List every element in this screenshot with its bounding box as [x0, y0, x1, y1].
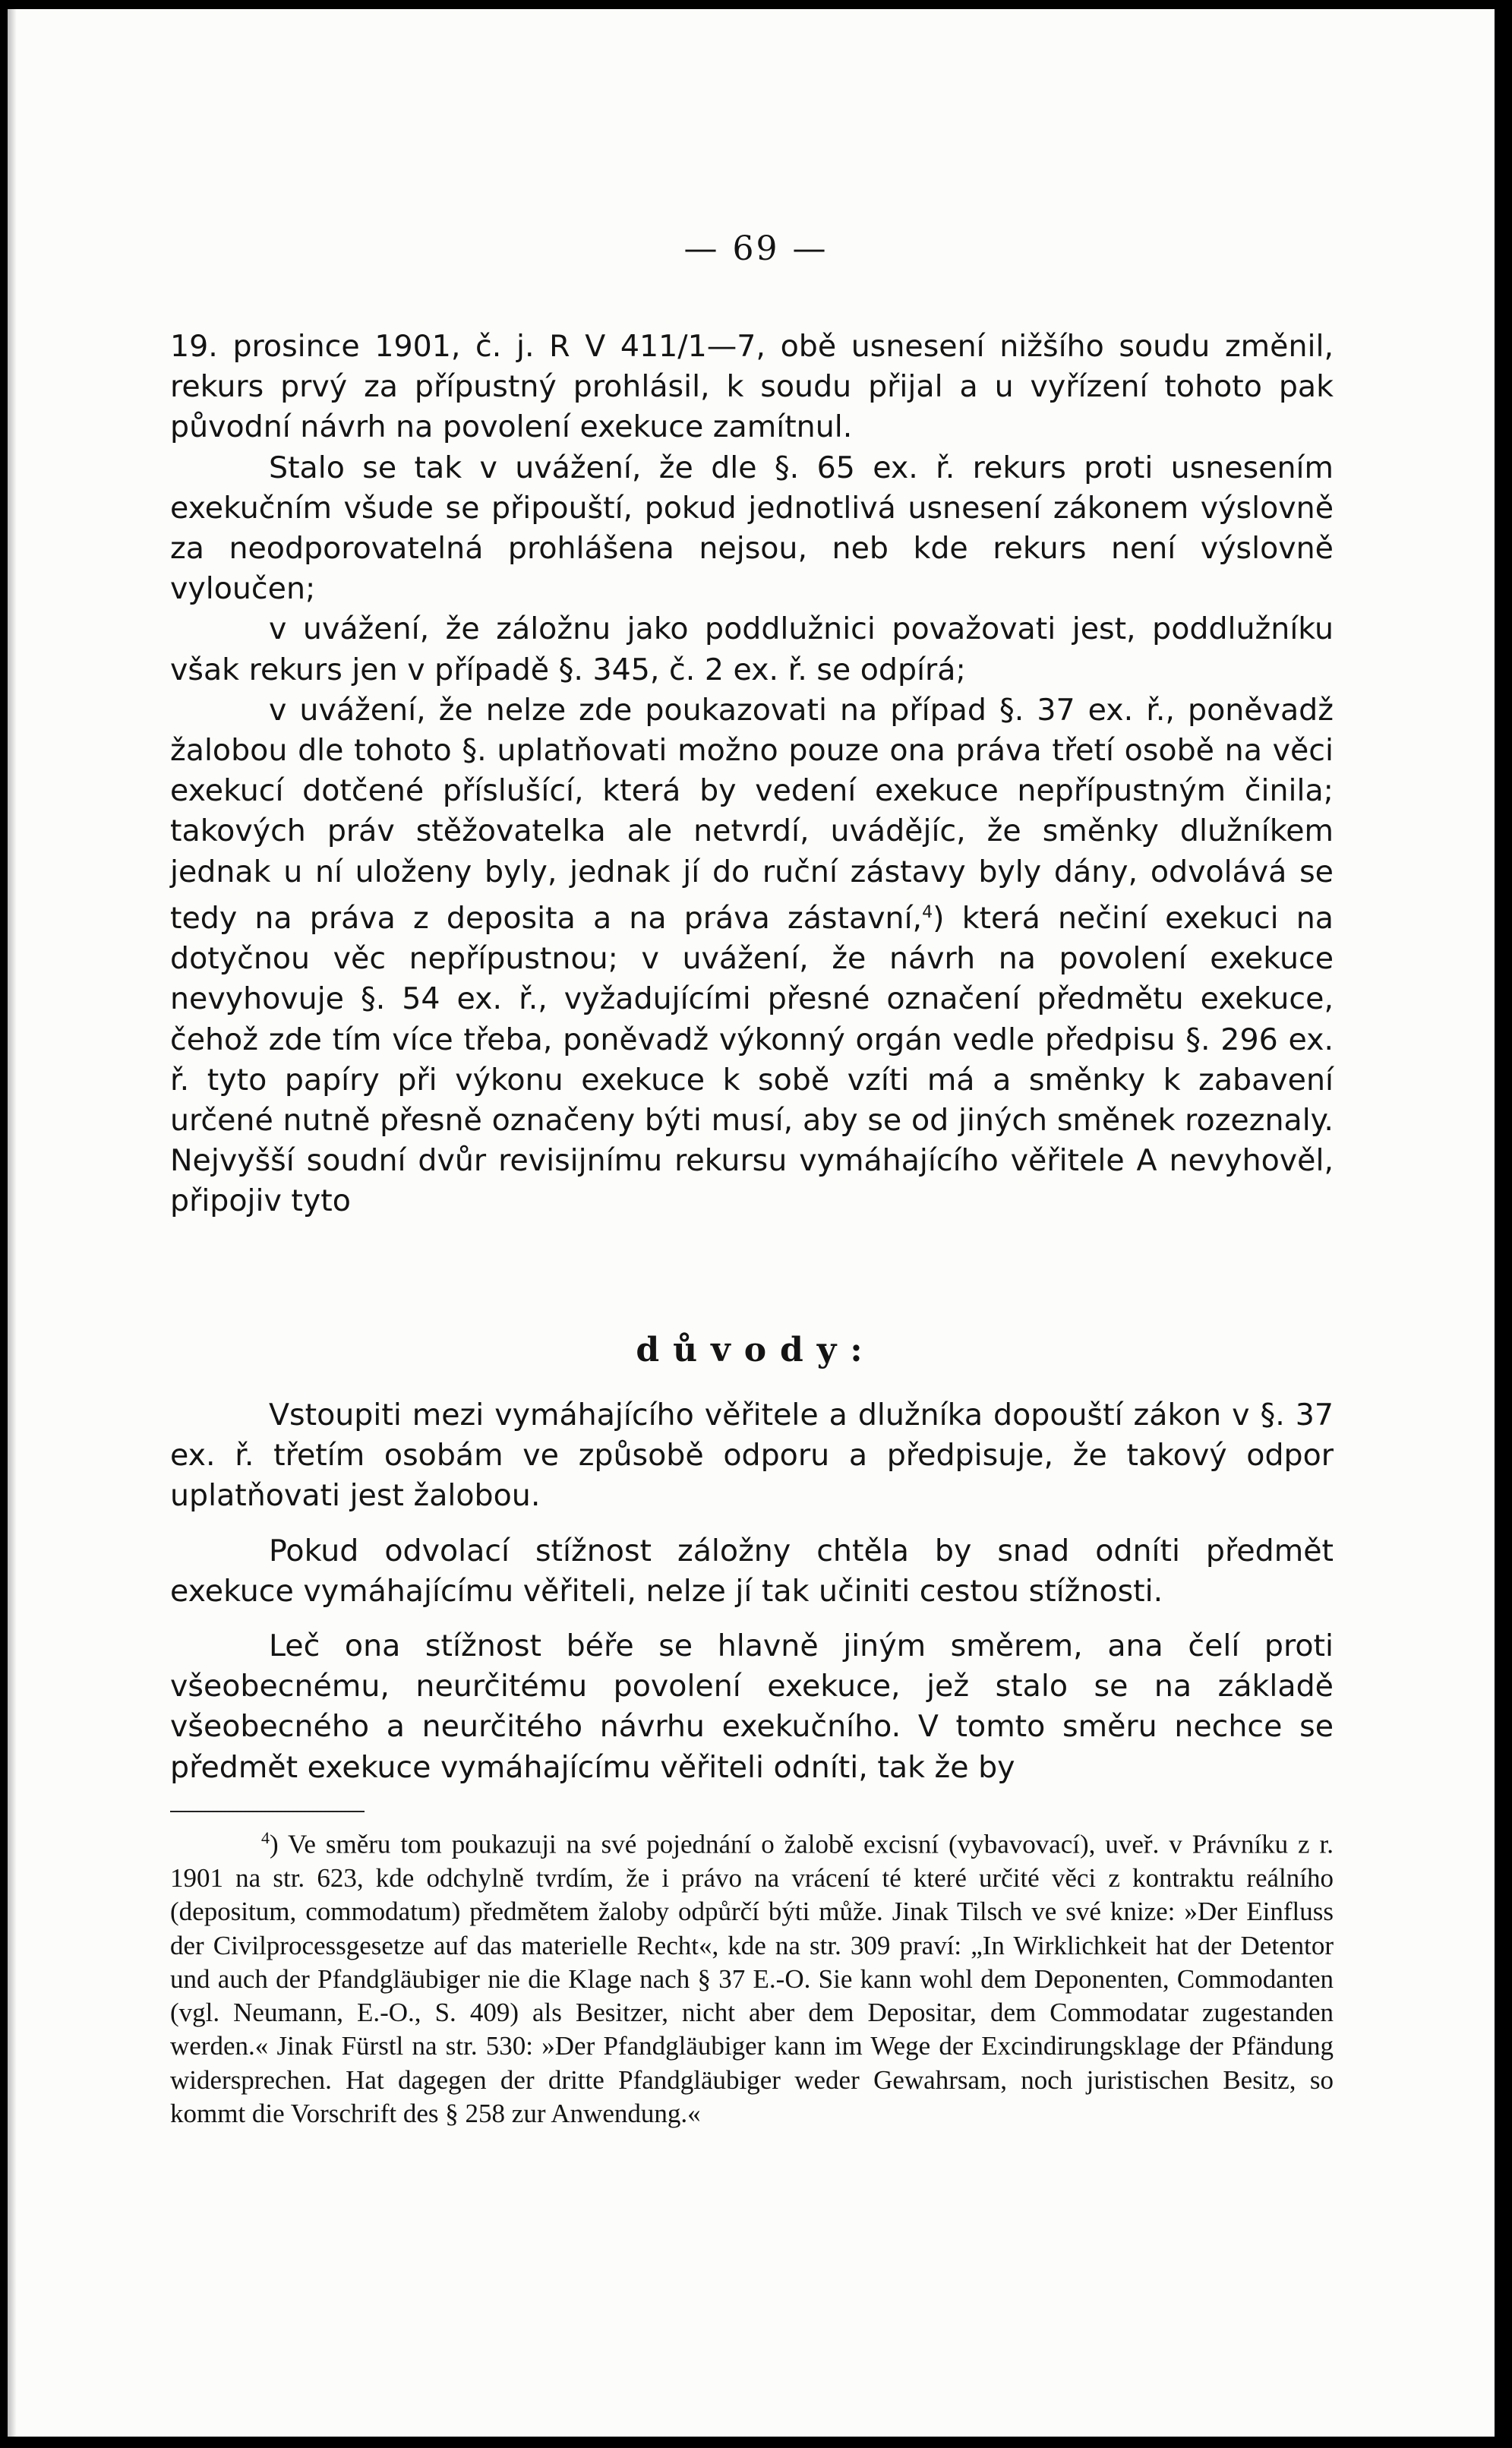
footnote — [170, 1821, 1334, 2131]
paragraph-reason-37-continued: která nečiní exekuci na dotyčnou věc nepřípustnou; v uvážení, že návrh na povolení exekuce nevyhovuje §. 54 ex. ř., vyžadujícími přesné označení předmětu exekuce, čehož zde tím více třeba, poněvadž výkonný orgán vedle předpisu §. 296 ex. ř. tyto papíry při výkonu exekuce k sobě vzíti má a směnky k zabavení určené nutně přesně označeny býti musí, aby se od jiných směnek rozeznaly. Nejvyšší soudní dvůr revisijnímu rekursu vymáhajícího věřitele A nevyhověl, připojiv tyto — [170, 901, 1334, 1219]
paragraph-smer: Leč ona stížnost béře se hlavně jiným směrem, ana čelí proti všeobecnému, neurčitému povolení exekuce, jež stalo se na základě všeobecného a neurčitého návrhu exekučního. V tomto směru nechce se předmět exekuce vymáhajícímu věřiteli odníti, tak že by — [170, 1628, 1334, 1785]
paragraph-decision-summary: 19. prosince 1901, č. j. R V 411/1—7, obě usnesení nižšího soudu změnil, rekurs prvý za přípustný prohlásil, k soudu přijal a u vyřízení tohoto pak původní návrh na povolení exekuce zamítnul. — [170, 329, 1334, 445]
paragraph-reason-37-text: v uvážení, že nelze zde poukazovati na případ §. 37 ex. ř., poněvadž žalobou dle tohoto §. uplatňovati možno pouze ona práva třetí osobě na věci exekucí dotčené příslušící, která by vedení exekuce nepřípustným činila; takových práv stěžovatelka ale netvrdí, uvádějíc, že směnky dlužníkem jednak u ní uloženy byly, jednak jí do ruční zástavy byly dány, odvolává se tedy na práva z deposita a na práva zástavní, — [170, 692, 1334, 936]
paragraph-stiznost: Pokud odvolací stížnost záložny chtěla by snad odníti předmět exekuce vymáhajícímu věřiteli, nelze jí tak učiniti cestou stížnosti. — [170, 1533, 1334, 1609]
footnote-reference: 4 — [922, 902, 933, 922]
paragraph-reason-37: v uvážení, že nelze zde poukazovati na případ §. 37 ex. ř., poněvadž žalobou dle tohoto §. uplatňovati možno pouze ona práva třetí osobě na věci exekucí dotčené příslušící, která by vedení exekuce nepřípustným činila; takových práv stěžovatelka ale netvrdí, uvádějíc, že směnky dlužníkem jednak u ní uloženy byly, jednak jí do ruční zástavy byly dány, odvolává se tedy na práva z deposita a na práva zástavní,$^4$) která nečiní exekuci na dotyčnou věc nepřípustnou; v uvážení, že návrh na povolení exekuce nevyhovuje §. 54 ex. ř., vyžadujícími přesné označení předmětu exekuce, čehož zde tím více třeba, poněvadž výkonný orgán vedle předpisu §. 296 ex. ř. tyto papíry při výkonu exekuce k sobě vzíti má a směnky k zabavení určené nutně přesně označeny býti musí, aby se od jiných směnek rozeznaly. Nejvyšší soudní dvůr revisijnímu rekursu vymáhajícího věřitele A nevyhověl, připojiv tyto — [170, 692, 1334, 1219]
paragraph-reason-rekurs: Stalo se tak v uvážení, že dle §. 65 ex. ř. rekurs proti usnesením exekučním všude se připouští, pokud jednotlivá usnesení zákonem výslovně za neodporovatelná prohlášena nejsou, neb kde rekurs není výslovně vyloučen; — [170, 450, 1334, 607]
reasons-text — [170, 1395, 1334, 1802]
paragraph-odpor: Vstoupiti mezi vymáhajícího věřitele a dlužníka dopouští zákon v §. 37 ex. ř. třetím osobám ve způsobě odporu a předpisuje, že takový odpor uplatňovati jest žalobou. — [170, 1398, 1334, 1514]
page-binding-shadow — [8, 9, 17, 2437]
footnote-separator — [170, 1811, 365, 1812]
paragraph-reason-poddluznice: v uvážení, že záložnu jako poddlužnici považovati jest, poddlužníku však rekurs jen v případě §. 345, č. 2 ex. ř. se odpírá; — [170, 611, 1334, 687]
footnote-body: ) Ve směru tom poukazuji na své pojednání o žalobě excisní (vybavovací), uveř. v Právníku z r. 1901 na str. 623, kde odchylně tvrdím, že i právo na vrácení té které určité věci z kontraktu reálního (depositum, commodatum) předmětem žaloby odpůrčí býti může. Jinak Tilsch ve své knize: »Der Einfluss der Civilprocessgesetze auf das materielle Recht«, kde na str. 309 praví: „In Wirklichkeit hat der Detentor und auch der Pfandgläubiger nie die Klage nach § 37 E.-O. Sie kann wohl dem Deponenten, Commodanten (vgl. Neumann, E.-O., S. 409) als Besitzer, nicht aber dem Depositar, dem Commodatar zugestanden werden.« Jinak Fürstl na str. 530: »Der Pfandgläubiger kann im Wege der Excindirungsklage der Pfändung widersprechen. Hat dagegen der dritte Pfandgläubiger weder Gewahrsam, noch juristischen Besitz, so kommt die Vorschrift des § 258 zur Anwendung.« — [170, 1829, 1334, 2129]
intro-text — [170, 327, 1334, 1222]
footnote-text — [170, 1821, 1334, 2131]
section-heading-duvody: důvody: — [636, 1331, 876, 1369]
footnote-mark: 4 — [261, 1828, 270, 1847]
page-number: — 69 — — [683, 229, 829, 268]
